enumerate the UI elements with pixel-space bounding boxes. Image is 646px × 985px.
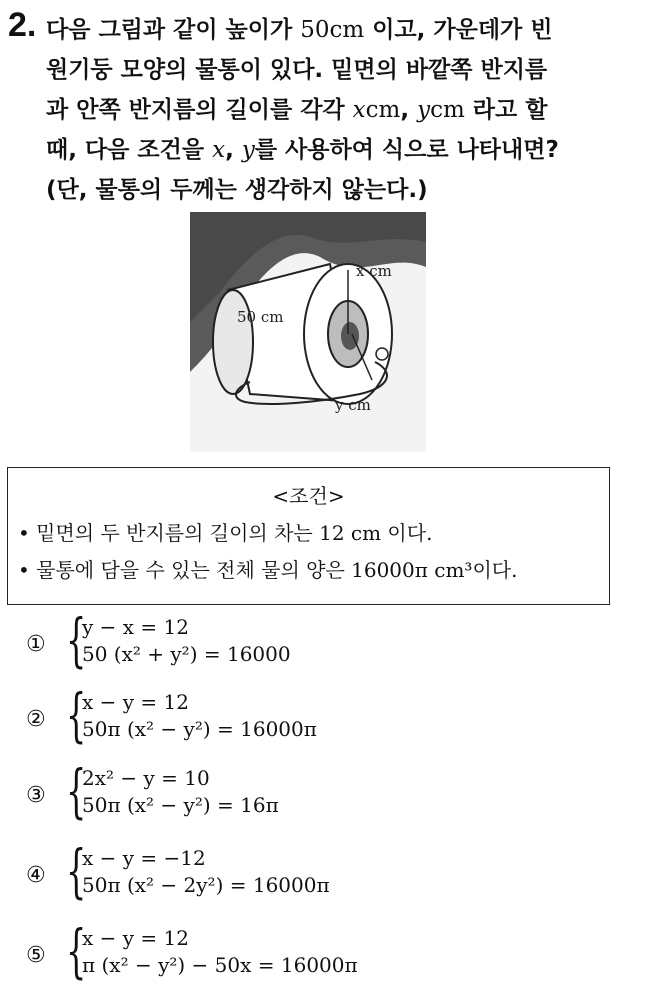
choice-5-brace: {: [66, 917, 87, 985]
choice-1-eq1: y − x = 12: [82, 615, 189, 639]
choice-1-eq2: 50 (x² + y²) = 16000: [82, 642, 291, 666]
water-container-figure: [190, 212, 426, 452]
q3-unit-y: cm: [430, 97, 465, 123]
label-outer-radius: x cm: [356, 262, 392, 280]
q4-comma: ,: [225, 137, 242, 163]
q1-height-value: 50: [300, 17, 330, 43]
condition-item-1: • 밑면의 두 반지름의 길이의 차는 12 cm 이다.: [18, 521, 433, 545]
q3-var-y: y: [417, 97, 431, 123]
conditions-title: <조건>: [272, 484, 345, 508]
q3-text-a: 과 안쪽 반지름의 길이를 각각: [46, 97, 353, 123]
q4-var-x: x: [212, 137, 226, 163]
q3-text-b: 라고 할: [464, 97, 548, 123]
q4-var-y: y: [241, 137, 255, 163]
choice-1-brace: {: [66, 606, 87, 674]
choice-2-eq1: x − y = 12: [82, 690, 189, 714]
choice-4-number: ④: [26, 863, 46, 888]
question-line-1: [46, 10, 636, 50]
question-line-4: [46, 130, 636, 170]
label-inner-radius: y cm: [335, 396, 371, 414]
choice-5-eq2: π (x² − y²) − 50x = 16000π: [82, 953, 358, 977]
q1-text-b: 이고, 가운데가 빈: [364, 17, 553, 43]
question-line-3: [46, 90, 636, 130]
question-line-2: [46, 50, 636, 90]
question-text: [46, 10, 636, 210]
q4-text-b: 를 사용하여 식으로 나타내면?: [254, 137, 559, 163]
choice-4-eq2: 50π (x² − 2y²) = 16000π: [82, 873, 330, 897]
choice-3-eq2: 50π (x² − y²) = 16π: [82, 793, 279, 817]
choice-4-brace: {: [66, 837, 87, 905]
choice-3-brace: {: [66, 757, 87, 825]
choice-2-eq2: 50π (x² − y²) = 16000π: [82, 717, 317, 741]
q3-comma: ,: [400, 97, 418, 123]
question-number: 2.: [8, 6, 37, 44]
q1-text-a: 다음 그림과 같이 높이가: [46, 17, 301, 43]
choice-2-number: ②: [26, 707, 46, 732]
choice-3-number: ③: [26, 783, 46, 808]
condition-item-2: • 물통에 담을 수 있는 전체 물의 양은 16000π cm³이다.: [18, 558, 518, 582]
choice-3-eq1: 2x² − y = 10: [82, 766, 210, 790]
label-height: 50 cm: [237, 308, 284, 326]
q3-var-x: x: [352, 97, 366, 123]
conditions-box: [7, 467, 610, 605]
choice-5-number: ⑤: [26, 943, 46, 968]
choice-4-eq1: x − y = −12: [82, 846, 206, 870]
q2-text: 원기둥 모양의 물통이 있다. 밑면의 바깥쪽 반지름: [46, 57, 548, 83]
q5-text: (단, 물통의 두께는 생각하지 않는다.): [46, 177, 428, 203]
q3-unit-x: cm: [365, 97, 401, 123]
question-line-5: [46, 170, 636, 210]
q1-unit: cm: [329, 17, 365, 43]
q4-text-a: 때, 다음 조건을: [46, 137, 213, 163]
cylinder-illustration: [190, 212, 426, 452]
choice-5-eq1: x − y = 12: [82, 926, 189, 950]
choice-2-brace: {: [66, 681, 87, 749]
choice-1-number: ①: [26, 632, 46, 657]
